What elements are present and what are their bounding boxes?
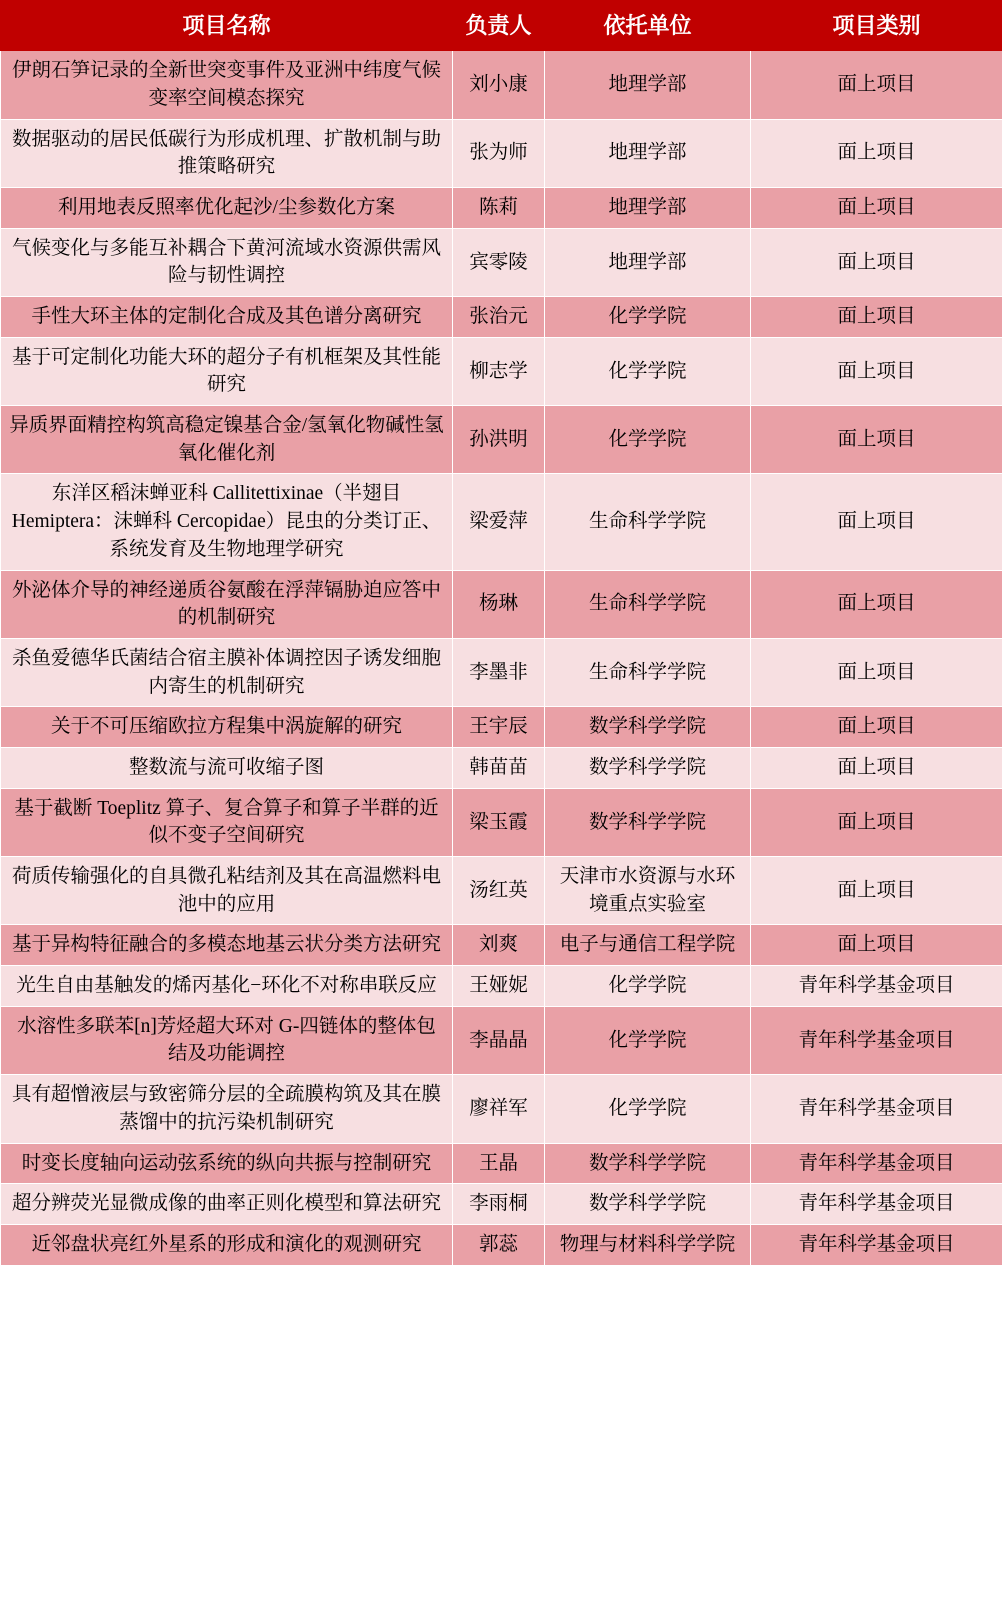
cell-unit: 生命科学学院 bbox=[545, 638, 751, 706]
cell-project-name: 超分辨荧光显微成像的曲率正则化模型和算法研究 bbox=[1, 1184, 453, 1225]
cell-category: 面上项目 bbox=[751, 925, 1002, 966]
cell-category: 面上项目 bbox=[751, 747, 1002, 788]
cell-project-name: 数据驱动的居民低碳行为形成机理、扩散机制与助推策略研究 bbox=[1, 119, 453, 187]
cell-project-name: 基于可定制化功能大环的超分子有机框架及其性能研究 bbox=[1, 337, 453, 405]
cell-category: 青年科学基金项目 bbox=[751, 1075, 1002, 1143]
table-row bbox=[1, 1224, 1002, 1265]
cell-category: 面上项目 bbox=[751, 187, 1002, 228]
cell-project-name: 具有超憎液层与致密筛分层的全疏膜构筑及其在膜蒸馏中的抗污染机制研究 bbox=[1, 1075, 453, 1143]
cell-project-name: 光生自由基触发的烯丙基化−环化不对称串联反应 bbox=[1, 966, 453, 1007]
cell-leader: 柳志学 bbox=[453, 337, 545, 405]
cell-leader: 孙洪明 bbox=[453, 406, 545, 474]
cell-project-name: 手性大环主体的定制化合成及其色谱分离研究 bbox=[1, 297, 453, 338]
cell-project-name: 关于不可压缩欧拉方程集中涡旋解的研究 bbox=[1, 707, 453, 748]
cell-leader: 杨琳 bbox=[453, 570, 545, 638]
table-header bbox=[1, 1, 1002, 51]
cell-leader: 李晶晶 bbox=[453, 1006, 545, 1074]
cell-unit: 地理学部 bbox=[545, 187, 751, 228]
cell-category: 面上项目 bbox=[751, 297, 1002, 338]
table-row bbox=[1, 474, 1002, 570]
cell-leader: 郭蕊 bbox=[453, 1224, 545, 1265]
cell-category: 面上项目 bbox=[751, 228, 1002, 296]
cell-category: 面上项目 bbox=[751, 707, 1002, 748]
cell-category: 面上项目 bbox=[751, 406, 1002, 474]
cell-category: 面上项目 bbox=[751, 857, 1002, 925]
cell-project-name: 异质界面精控构筑高稳定镍基合金/氢氧化物碱性氢氧化催化剂 bbox=[1, 406, 453, 474]
cell-category: 面上项目 bbox=[751, 474, 1002, 570]
cell-unit: 数学科学学院 bbox=[545, 747, 751, 788]
cell-unit: 地理学部 bbox=[545, 119, 751, 187]
cell-project-name: 东洋区稻沫蝉亚科 Callitettixinae（半翅目 Hemiptera：沫蝉科 Cercopidae）昆虫的分类订正、系统发育及生物地理学研究 bbox=[1, 474, 453, 570]
table-body bbox=[1, 51, 1002, 1265]
cell-unit: 化学学院 bbox=[545, 406, 751, 474]
table-row bbox=[1, 406, 1002, 474]
cell-unit: 地理学部 bbox=[545, 51, 751, 119]
cell-category: 青年科学基金项目 bbox=[751, 1184, 1002, 1225]
column-header-unit: 依托单位 bbox=[545, 1, 751, 51]
cell-project-name: 伊朗石笋记录的全新世突变事件及亚洲中纬度气候变率空间模态探究 bbox=[1, 51, 453, 119]
table-row bbox=[1, 638, 1002, 706]
table-row bbox=[1, 747, 1002, 788]
cell-leader: 王娅妮 bbox=[453, 966, 545, 1007]
cell-project-name: 水溶性多联苯[n]芳烃超大环对 G-四链体的整体包结及功能调控 bbox=[1, 1006, 453, 1074]
cell-category: 青年科学基金项目 bbox=[751, 1224, 1002, 1265]
cell-leader: 廖祥军 bbox=[453, 1075, 545, 1143]
cell-leader: 刘小康 bbox=[453, 51, 545, 119]
cell-category: 面上项目 bbox=[751, 51, 1002, 119]
cell-unit: 数学科学学院 bbox=[545, 788, 751, 856]
cell-category: 面上项目 bbox=[751, 638, 1002, 706]
cell-unit: 电子与通信工程学院 bbox=[545, 925, 751, 966]
cell-project-name: 外泌体介导的神经递质谷氨酸在浮萍镉胁迫应答中的机制研究 bbox=[1, 570, 453, 638]
cell-project-name: 杀鱼爱德华氏菌结合宿主膜补体调控因子诱发细胞内寄生的机制研究 bbox=[1, 638, 453, 706]
column-header-leader: 负责人 bbox=[453, 1, 545, 51]
cell-category: 面上项目 bbox=[751, 337, 1002, 405]
cell-leader: 王宇辰 bbox=[453, 707, 545, 748]
cell-project-name: 基于异构特征融合的多模态地基云状分类方法研究 bbox=[1, 925, 453, 966]
cell-project-name: 近邻盘状亮红外星系的形成和演化的观测研究 bbox=[1, 1224, 453, 1265]
cell-category: 青年科学基金项目 bbox=[751, 966, 1002, 1007]
column-header-project-name: 项目名称 bbox=[1, 1, 453, 51]
cell-unit: 生命科学学院 bbox=[545, 474, 751, 570]
cell-unit: 物理与材料科学学院 bbox=[545, 1224, 751, 1265]
table-row bbox=[1, 228, 1002, 296]
cell-unit: 化学学院 bbox=[545, 297, 751, 338]
table-row bbox=[1, 966, 1002, 1007]
cell-leader: 汤红英 bbox=[453, 857, 545, 925]
cell-unit: 化学学院 bbox=[545, 337, 751, 405]
cell-project-name: 基于截断 Toeplitz 算子、复合算子和算子半群的近似不变子空间研究 bbox=[1, 788, 453, 856]
cell-project-name: 荷质传输强化的自具微孔粘结剂及其在高温燃料电池中的应用 bbox=[1, 857, 453, 925]
table-row bbox=[1, 707, 1002, 748]
cell-unit: 生命科学学院 bbox=[545, 570, 751, 638]
cell-leader: 张为师 bbox=[453, 119, 545, 187]
cell-leader: 刘爽 bbox=[453, 925, 545, 966]
cell-leader: 韩苗苗 bbox=[453, 747, 545, 788]
table-row bbox=[1, 1143, 1002, 1184]
cell-leader: 宾零陵 bbox=[453, 228, 545, 296]
table-row bbox=[1, 187, 1002, 228]
cell-category: 面上项目 bbox=[751, 788, 1002, 856]
cell-leader: 梁爱萍 bbox=[453, 474, 545, 570]
cell-leader: 李雨桐 bbox=[453, 1184, 545, 1225]
cell-unit: 化学学院 bbox=[545, 966, 751, 1007]
table-row bbox=[1, 1184, 1002, 1225]
cell-leader: 梁玉霞 bbox=[453, 788, 545, 856]
cell-category: 青年科学基金项目 bbox=[751, 1143, 1002, 1184]
cell-leader: 王晶 bbox=[453, 1143, 545, 1184]
cell-unit: 天津市水资源与水环境重点实验室 bbox=[545, 857, 751, 925]
cell-project-name: 利用地表反照率优化起沙/尘参数化方案 bbox=[1, 187, 453, 228]
table-row bbox=[1, 857, 1002, 925]
table-row bbox=[1, 570, 1002, 638]
table-row bbox=[1, 297, 1002, 338]
column-header-category: 项目类别 bbox=[751, 1, 1002, 51]
table-row bbox=[1, 51, 1002, 119]
cell-leader: 张治元 bbox=[453, 297, 545, 338]
table-row bbox=[1, 1075, 1002, 1143]
cell-leader: 陈莉 bbox=[453, 187, 545, 228]
cell-category: 面上项目 bbox=[751, 119, 1002, 187]
cell-project-name: 气候变化与多能互补耦合下黄河流域水资源供需风险与韧性调控 bbox=[1, 228, 453, 296]
table-row bbox=[1, 119, 1002, 187]
cell-project-name: 时变长度轴向运动弦系统的纵向共振与控制研究 bbox=[1, 1143, 453, 1184]
cell-unit: 数学科学学院 bbox=[545, 1143, 751, 1184]
table-row bbox=[1, 925, 1002, 966]
cell-project-name: 整数流与流可收缩子图 bbox=[1, 747, 453, 788]
cell-leader: 李墨非 bbox=[453, 638, 545, 706]
header-row bbox=[1, 1, 1002, 51]
cell-unit: 化学学院 bbox=[545, 1006, 751, 1074]
cell-category: 青年科学基金项目 bbox=[751, 1006, 1002, 1074]
cell-unit: 化学学院 bbox=[545, 1075, 751, 1143]
table-row bbox=[1, 337, 1002, 405]
table-row bbox=[1, 1006, 1002, 1074]
cell-category: 面上项目 bbox=[751, 570, 1002, 638]
cell-unit: 数学科学学院 bbox=[545, 707, 751, 748]
cell-unit: 地理学部 bbox=[545, 228, 751, 296]
cell-unit: 数学科学学院 bbox=[545, 1184, 751, 1225]
table-row bbox=[1, 788, 1002, 856]
